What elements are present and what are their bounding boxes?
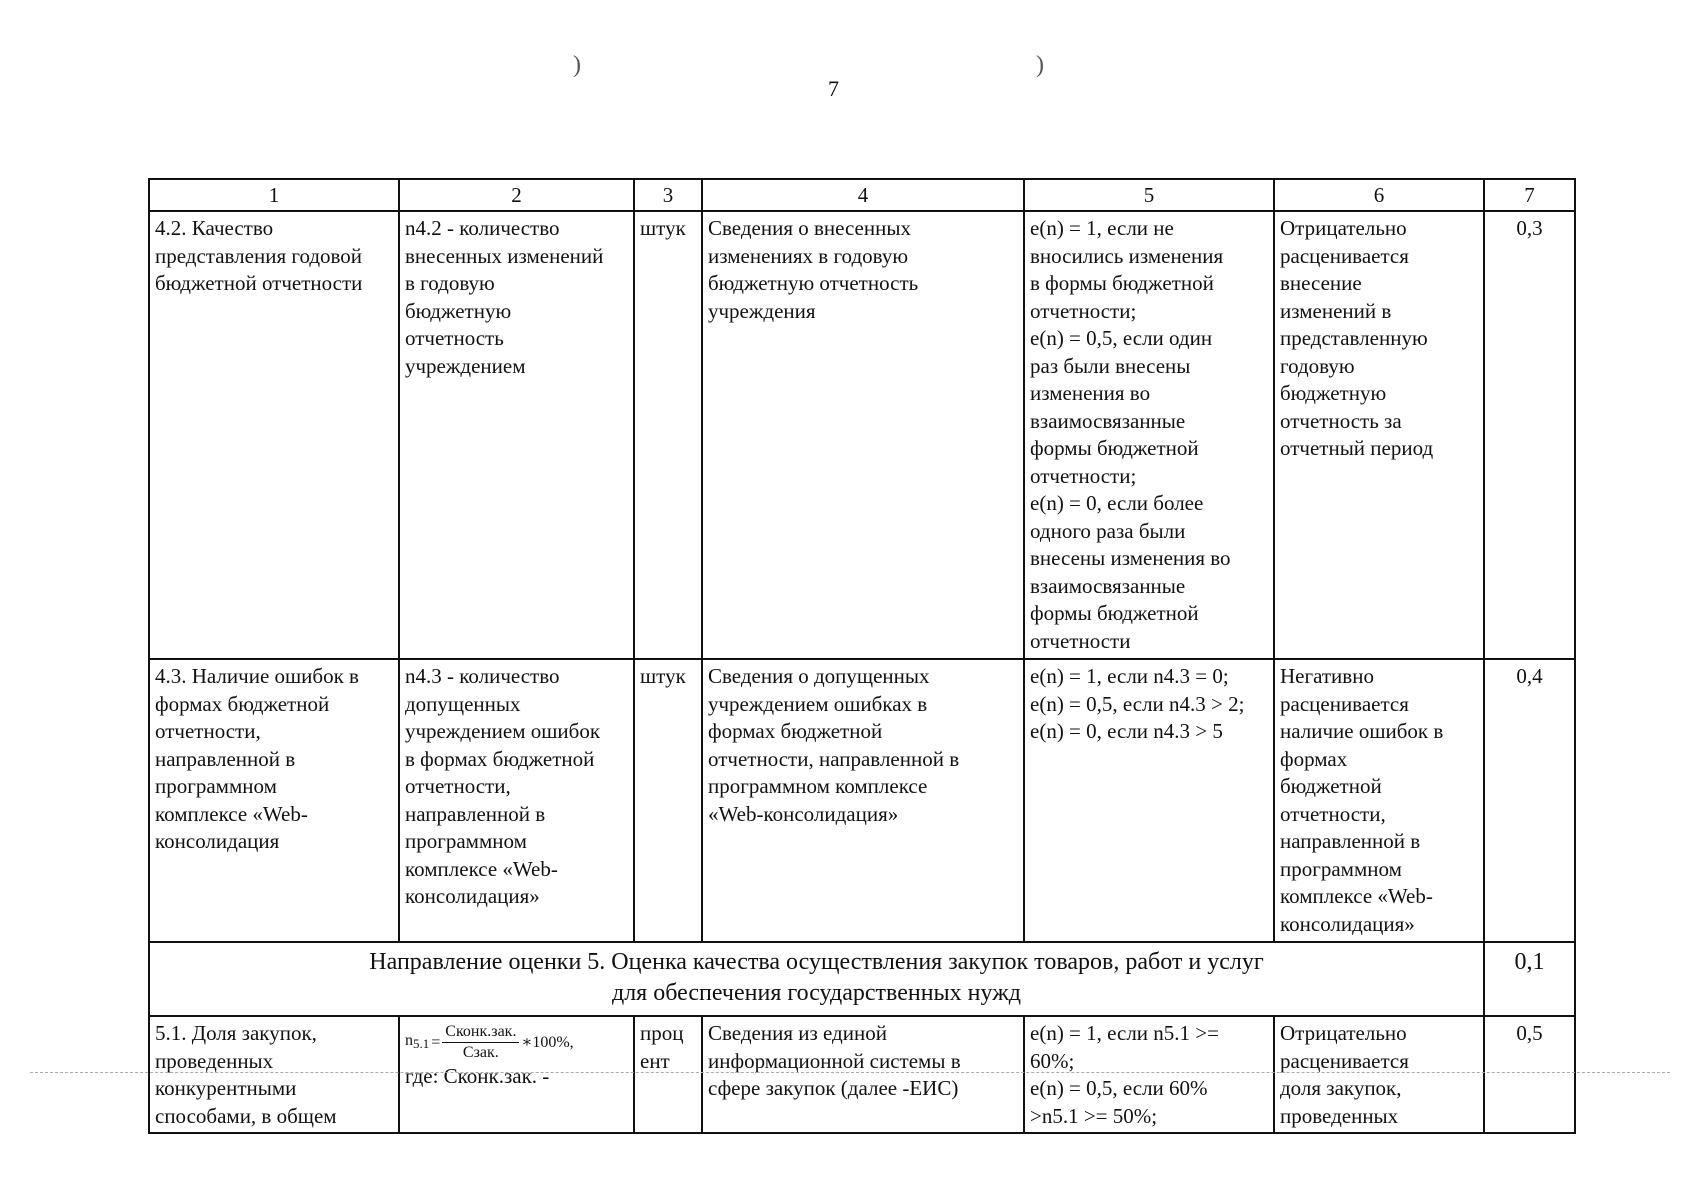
evaluation-rule: e(n) = 1, если n4.3 = 0; e(n) = 0,5, если n4.3 > 2; e(n) = 0, если n4.3 > 5	[1024, 659, 1274, 942]
indicator-formula: n4.3 - количество допущенных учреждением ошибок в формах бюджетной отчетности, направленной в программном комплексе «Web- консолидация»	[399, 659, 634, 942]
criteria-table	[148, 178, 1576, 1134]
formula-subscript: 5.1	[413, 1036, 430, 1052]
evaluation-rule: e(n) = 1, если n5.1 >= 60%; e(n) = 0,5, если 60% >n5.1 >= 50%;	[1024, 1016, 1274, 1133]
unit: штук	[634, 659, 702, 942]
scan-mark: )	[1036, 52, 1044, 78]
column-number: 1	[149, 179, 399, 211]
column-number: 5	[1024, 179, 1274, 211]
evaluation-rule: e(n) = 1, если не вносились изменения в формы бюджетной отчетности; e(n) = 0,5, если один раз были внесены изменения во взаимосвязанные формы бюджетной отчетности; e(n) = 0, если более одного раза были внесены изменения во взаимосвязанные формы бюджетной отчетности	[1024, 211, 1274, 659]
column-number-row	[149, 179, 1575, 211]
formula-denominator: Сзак.	[462, 1044, 499, 1061]
page-number: 7	[828, 76, 839, 101]
column-number: 3	[634, 179, 702, 211]
scan-mark: )	[573, 52, 581, 78]
formula-multiplier: ∗100%,	[521, 1033, 574, 1051]
section-header-row	[149, 942, 1575, 1016]
table-row	[149, 659, 1575, 942]
indicator-formula: n4.2 - количество внесенных изменений в годовую бюджетную отчетность учреждением	[399, 211, 634, 659]
comment: Негативно расценивается наличие ошибок в формах бюджетной отчетности, направленной в программном комплексе «Web- консолидация»	[1274, 659, 1484, 942]
column-number: 6	[1274, 179, 1484, 211]
indicator-name: 5.1. Доля закупок, проведенных конкурентными способами, в общем	[149, 1016, 399, 1133]
data-source: Сведения о допущенных учреждением ошибках в формах бюджетной отчетности, направленной в программном комплексе «Web-консолидация»	[702, 659, 1024, 942]
section-weight: 0,1	[1484, 942, 1575, 1016]
data-source: Сведения о внесенных изменениях в годовую бюджетную отчетность учреждения	[702, 211, 1024, 659]
weight: 0,4	[1484, 659, 1575, 942]
column-number: 2	[399, 179, 634, 211]
column-number: 7	[1484, 179, 1575, 211]
formula-fraction	[442, 1022, 519, 1063]
scan-fold-line	[30, 1072, 1670, 1073]
table-row	[149, 1016, 1575, 1133]
column-number: 4	[702, 179, 1024, 211]
formula	[405, 1022, 628, 1063]
formula-lhs: $n_{5.1}$	[405, 1032, 430, 1052]
comment: Отрицательно расценивается внесение изменений в представленную годовую бюджетную отчетность за отчетный период	[1274, 211, 1484, 659]
weight: 0,3	[1484, 211, 1575, 659]
data-source: Сведения из единой информационной системы в сфере закупок (далее -ЕИС)	[702, 1016, 1024, 1133]
indicator-name: 4.2. Качество представления годовой бюджетной отчетности	[149, 211, 399, 659]
comment: Отрицательно расценивается доля закупок, проведенных	[1274, 1016, 1484, 1133]
unit: штук	[634, 211, 702, 659]
formula-where: где: Сконк.зак. -	[405, 1064, 550, 1088]
indicator-formula	[399, 1016, 634, 1133]
unit: проц ент	[634, 1016, 702, 1133]
section-title: Направление оценки 5. Оценка качества осуществления закупок товаров, работ и услуг для обеспечения государственных нужд	[149, 942, 1484, 1016]
weight: 0,5	[1484, 1016, 1575, 1133]
formula-numerator: Сконк.зак.	[442, 1022, 519, 1043]
formula-equals: =	[431, 1033, 441, 1051]
table-row	[149, 211, 1575, 659]
indicator-name: 4.3. Наличие ошибок в формах бюджетной отчетности, направленной в программном комплексе «Web- консолидация	[149, 659, 399, 942]
